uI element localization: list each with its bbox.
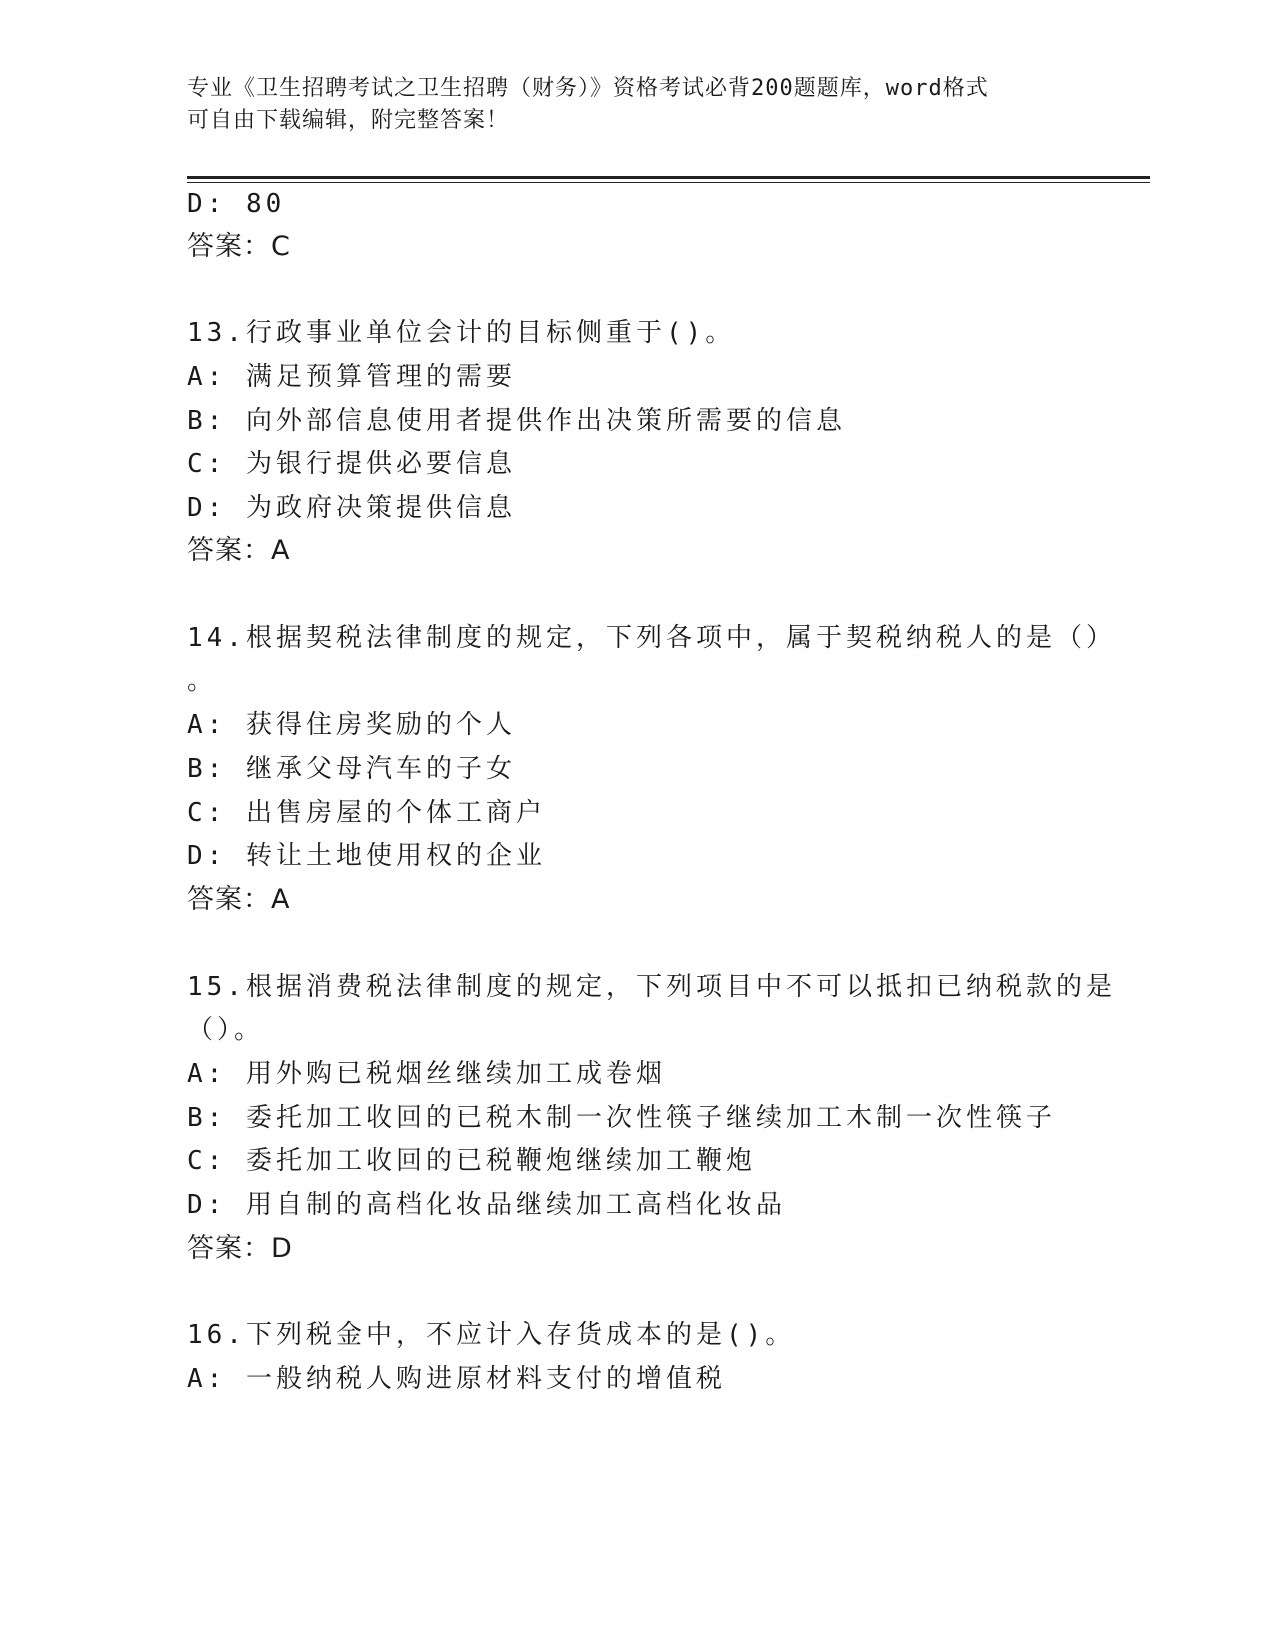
question-15-option-a: A: 用外购已税烟丝继续加工成卷烟 bbox=[187, 1059, 666, 1089]
question-16-stem: 16.下列税金中，不应计入存货成本的是()。 bbox=[187, 1320, 796, 1350]
header-title-line-1: 专业《卫生招聘考试之卫生招聘（财务）》资格考试必背200题题库，word格式 bbox=[187, 76, 989, 101]
header-rule-thick bbox=[187, 176, 1150, 179]
question-14-option-c: C: 出售房屋的个体工商户 bbox=[187, 798, 546, 828]
header-rule-thin bbox=[187, 182, 1150, 183]
question-15-answer: 答案：D bbox=[187, 1233, 293, 1264]
question-14-answer: 答案：A bbox=[187, 884, 291, 915]
question-13-answer: 答案：A bbox=[187, 535, 291, 566]
question-15-option-c: C: 委托加工收回的已税鞭炮继续加工鞭炮 bbox=[187, 1146, 756, 1176]
question-15-option-b: B: 委托加工收回的已税木制一次性筷子继续加工木制一次性筷子 bbox=[187, 1103, 1056, 1133]
question-14-option-b: B: 继承父母汽车的子女 bbox=[187, 754, 516, 784]
question-14-stem: 14.根据契税法律制度的规定，下列各项中，属于契税纳税人的是（） bbox=[187, 623, 1116, 653]
question-13-option-d: D: 为政府决策提供信息 bbox=[187, 493, 516, 523]
prev-option-d: D: 80 bbox=[187, 189, 286, 219]
document-header bbox=[187, 73, 1067, 137]
question-15-stem-cont: （）。 bbox=[187, 1015, 265, 1045]
question-14-stem-cont: 。 bbox=[187, 666, 218, 696]
question-13-option-a: A: 满足预算管理的需要 bbox=[187, 362, 516, 392]
question-13-option-c: C: 为银行提供必要信息 bbox=[187, 449, 516, 479]
question-13-stem: 13.行政事业单位会计的目标侧重于()。 bbox=[187, 318, 736, 348]
question-14-option-d: D: 转让土地使用权的企业 bbox=[187, 841, 546, 871]
header-title-line-2: 可自由下载编辑，附完整答案！ bbox=[187, 108, 510, 133]
question-16-option-a: A: 一般纳税人购进原材料支付的增值税 bbox=[187, 1364, 726, 1394]
question-15-stem: 15.根据消费税法律制度的规定，下列项目中不可以抵扣已纳税款的是 bbox=[187, 972, 1116, 1002]
prev-answer: 答案：C bbox=[187, 231, 291, 262]
question-13-option-b: B: 向外部信息使用者提供作出决策所需要的信息 bbox=[187, 406, 846, 436]
question-14-option-a: A: 获得住房奖励的个人 bbox=[187, 710, 516, 740]
question-15-option-d: D: 用自制的高档化妆品继续加工高档化妆品 bbox=[187, 1190, 786, 1220]
